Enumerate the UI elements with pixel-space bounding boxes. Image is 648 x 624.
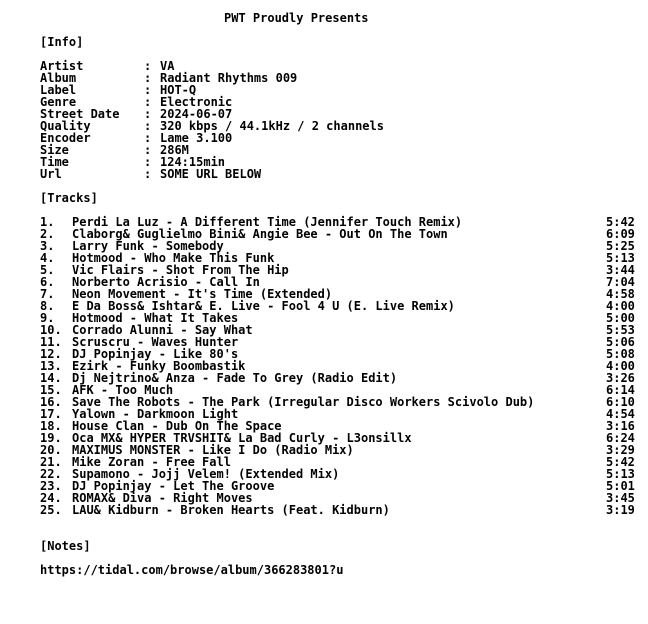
track-duration: 5:25: [606, 239, 635, 253]
track-duration: 3:16: [606, 419, 635, 433]
track-title: DJ Popinjay - Like 80's: [72, 347, 239, 361]
info-value: 320 kbps / 44.1kHz / 2 channels: [160, 119, 384, 133]
track-number: 21.: [40, 455, 62, 469]
track-title: LAU& Kidburn - Broken Hearts (Feat. Kidburn): [72, 503, 390, 517]
track-number: 15.: [40, 383, 62, 397]
info-separator: :: [144, 131, 152, 145]
track-number: 22.: [40, 467, 62, 481]
track-duration: 6:10: [606, 395, 635, 409]
info-separator: :: [144, 59, 152, 73]
track-number: 16.: [40, 395, 62, 409]
track-title: Norberto Acrisio - Call In: [72, 275, 260, 289]
track-title: Supamono - Jojj Velem! (Extended Mix): [72, 467, 340, 481]
track-number: 6.: [40, 275, 55, 289]
track-number: 18.: [40, 419, 62, 433]
track-duration: 4:00: [606, 359, 635, 373]
track-duration: 5:06: [606, 335, 635, 349]
track-duration: 5:42: [606, 215, 635, 229]
info-key: Label: [40, 83, 77, 97]
info-separator: :: [144, 95, 152, 109]
info-key: Quality: [40, 119, 91, 133]
track-duration: 5:00: [606, 311, 635, 325]
track-duration: 3:19: [606, 503, 635, 517]
info-separator: :: [144, 155, 152, 169]
info-value: HOT-Q: [160, 83, 197, 97]
track-duration: 7:04: [606, 275, 635, 289]
track-number: 23.: [40, 479, 62, 493]
track-duration: 5:13: [606, 467, 635, 481]
track-number: 20.: [40, 443, 62, 457]
track-title: Dj Nejtrino& Anza - Fade To Grey (Radio Edit): [72, 371, 398, 385]
track-duration: 3:44: [606, 263, 635, 277]
info-key: Album: [40, 71, 77, 85]
track-title: ROMAX& Diva - Right Moves: [72, 491, 253, 505]
track-title: Perdi La Luz - A Different Time (Jennifer Touch Remix): [72, 215, 463, 229]
track-number: 25.: [40, 503, 62, 517]
track-title: Neon Movement - It's Time (Extended): [72, 287, 333, 301]
track-title: Mike Zoran - Free Fall: [72, 455, 231, 469]
info-separator: :: [144, 167, 152, 181]
track-duration: 3:45: [606, 491, 635, 505]
track-number: 11.: [40, 335, 62, 349]
info-value: 286M: [160, 143, 189, 157]
info-separator: :: [144, 107, 152, 121]
track-number: 7.: [40, 287, 55, 301]
track-duration: 5:01: [606, 479, 635, 493]
track-title: E Da Boss& Ishtar& E. Live - Fool 4 U (E. Live Remix): [72, 299, 455, 313]
info-value: 124:15min: [160, 155, 226, 169]
track-number: 19.: [40, 431, 62, 445]
track-number: 3.: [40, 239, 55, 253]
track-number: 13.: [40, 359, 62, 373]
track-number: 24.: [40, 491, 62, 505]
info-key: Url: [40, 167, 62, 181]
page-title: PWT Proudly Presents: [224, 11, 369, 25]
track-title: Vic Flairs - Shot From The Hip: [72, 263, 289, 277]
track-duration: 3:29: [606, 443, 635, 457]
track-title: Hotmood - Who Make This Funk: [72, 251, 275, 265]
info-separator: :: [144, 143, 152, 157]
info-key: Size: [40, 143, 69, 157]
info-value: 2024-06-07: [160, 107, 233, 121]
track-duration: 4:58: [606, 287, 635, 301]
track-duration: 6:24: [606, 431, 635, 445]
tracks-section-header: [Tracks]: [40, 191, 98, 205]
track-title: Oca MX& HYPER TRVSHIT& La Bad Curly - L3onsillx: [72, 431, 412, 445]
track-number: 12.: [40, 347, 62, 361]
info-key: Encoder: [40, 131, 91, 145]
track-number: 8.: [40, 299, 55, 313]
track-duration: 4:00: [606, 299, 635, 313]
track-duration: 5:08: [606, 347, 635, 361]
track-title: Yalown - Darkmoon Light: [72, 407, 239, 421]
track-number: 10.: [40, 323, 62, 337]
track-duration: 6:14: [606, 383, 635, 397]
track-number: 4.: [40, 251, 55, 265]
track-duration: 5:13: [606, 251, 635, 265]
track-duration: 4:54: [606, 407, 635, 421]
track-title: DJ Popinjay - Let The Groove: [72, 479, 275, 493]
info-key: Genre: [40, 95, 77, 109]
track-number: 9.: [40, 311, 55, 325]
info-key: Time: [40, 155, 69, 169]
info-separator: :: [144, 119, 152, 133]
track-title: Ezirk - Funky Boombastik: [72, 359, 246, 373]
track-number: 17.: [40, 407, 62, 421]
track-title: MAXIMUS MONSTER - Like I Do (Radio Mix): [72, 443, 354, 457]
info-value: Electronic: [160, 95, 233, 109]
notes-section-header: [Notes]: [40, 539, 91, 553]
track-number: 2.: [40, 227, 55, 241]
info-key: Street Date: [40, 107, 120, 121]
track-duration: 3:26: [606, 371, 635, 385]
info-section-header: [Info]: [40, 35, 84, 49]
info-value: Radiant Rhythms 009: [160, 71, 298, 85]
info-separator: :: [144, 71, 152, 85]
info-value: VA: [160, 59, 175, 73]
track-title: Save The Robots - The Park (Irregular Disco Workers Scivolo Dub): [72, 395, 535, 409]
track-title: Claborg& Guglielmo Bini& Angie Bee - Out On The Town: [72, 227, 448, 241]
track-title: Hotmood - What It Takes: [72, 311, 239, 325]
notes-url[interactable]: https://tidal.com/browse/album/366283801?u: [40, 563, 344, 577]
track-title: Larry Funk - Somebody: [72, 239, 224, 253]
track-number: 5.: [40, 263, 55, 277]
track-number: 1.: [40, 215, 55, 229]
track-duration: 5:53: [606, 323, 635, 337]
track-duration: 5:42: [606, 455, 635, 469]
info-key: Artist: [40, 59, 84, 73]
track-title: Corrado Alunni - Say What: [72, 323, 253, 337]
track-title: House Clan - Dub On The Space: [72, 419, 282, 433]
info-separator: :: [144, 83, 152, 97]
track-title: Scruscru - Waves Hunter: [72, 335, 239, 349]
info-value: SOME URL BELOW: [160, 167, 262, 181]
track-duration: 6:09: [606, 227, 635, 241]
track-number: 14.: [40, 371, 62, 385]
info-value: Lame 3.100: [160, 131, 233, 145]
track-title: AFK - Too Much: [72, 383, 174, 397]
